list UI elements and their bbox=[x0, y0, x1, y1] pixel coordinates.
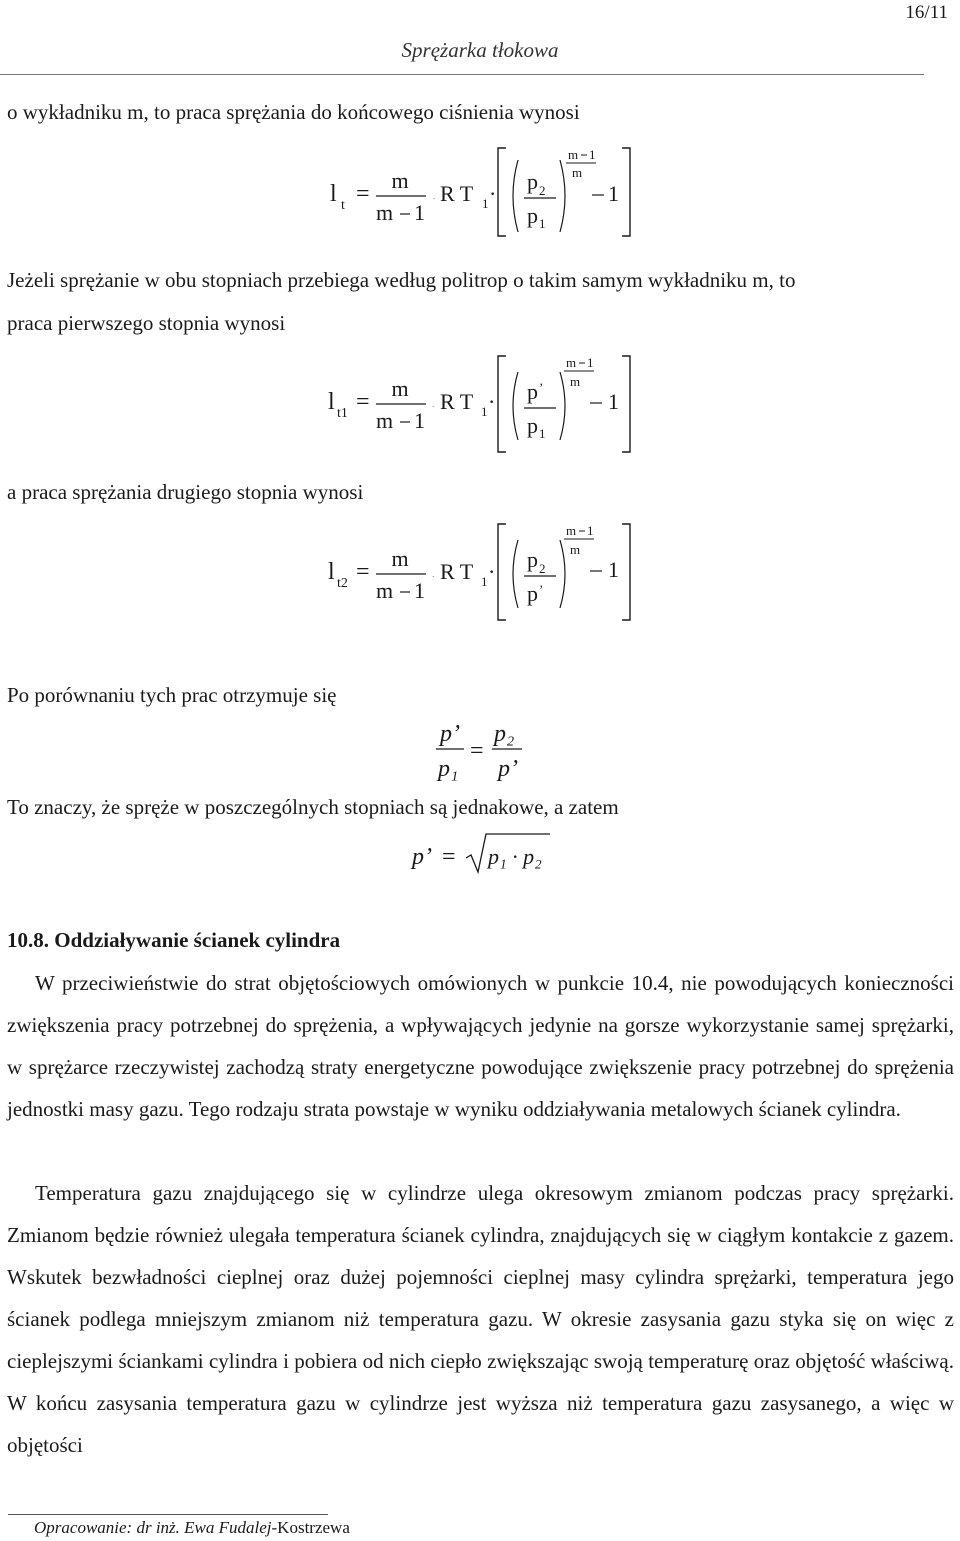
svg-text:·: · bbox=[488, 389, 496, 414]
equation-work-stage1 bbox=[328, 348, 638, 461]
footer-author: Opracowanie: dr inż. Ewa Fudalej-Kostrzewa bbox=[34, 1518, 350, 1537]
eq1-rt: R T bbox=[440, 181, 474, 206]
svg-text:l: l bbox=[328, 559, 335, 585]
svg-text:m: m bbox=[572, 165, 583, 180]
svg-text:·: · bbox=[432, 403, 435, 411]
svg-text:=: = bbox=[470, 738, 484, 764]
svg-text:m: m bbox=[566, 523, 577, 538]
svg-text:p: p bbox=[527, 203, 538, 228]
paragraph-2 bbox=[7, 1172, 954, 1466]
text-line-compare: Po porównaniu tych prac otrzymuje się bbox=[7, 683, 337, 707]
svg-text:1: 1 bbox=[608, 557, 619, 582]
paragraph-1 bbox=[7, 962, 954, 1130]
svg-text:1: 1 bbox=[587, 355, 594, 370]
svg-text:’: ’ bbox=[539, 582, 544, 597]
svg-text:p: p bbox=[527, 169, 538, 194]
page-number: 16/11 bbox=[905, 2, 948, 23]
header-rule bbox=[0, 74, 924, 75]
svg-text:m: m bbox=[570, 542, 581, 557]
svg-text:p: p bbox=[527, 547, 538, 572]
svg-text:t2: t2 bbox=[337, 576, 348, 591]
svg-text:·: · bbox=[488, 559, 496, 584]
svg-text:p’: p’ bbox=[440, 721, 460, 747]
eq1-lhs: l bbox=[330, 181, 337, 207]
svg-text:1: 1 bbox=[539, 426, 546, 441]
equation-intermediate-pressure bbox=[410, 828, 560, 883]
text-line-intro: o wykładniku m, to praca sprężania do końcowego ciśnienia wynosi bbox=[7, 100, 580, 124]
eq1-den-m: m bbox=[376, 200, 394, 225]
text-line-second-stage: a praca sprężania drugiego stopnia wynosi bbox=[7, 480, 364, 504]
svg-text:t1: t1 bbox=[337, 406, 348, 421]
svg-text:p’: p’ bbox=[498, 756, 518, 782]
paragraph-1-text: W przeciwieństwie do strat objętościowych omówionych w punkcie 10.4, nie powodujących konieczności zwiększenia pracy potrzebnej do sprężenia, a wpływających jedynie na gorsze wykorzystanie samej sprężarki, w sprężarce rzeczywistej zachodzą straty energetyczne powodujące zwiększenie pracy potrzebnej do sprężenia jednostki masy gazu. Tego rodzaju strata powstaje w wyniku oddziaływania metalowych ścianek cylindra. bbox=[7, 971, 954, 1121]
running-header: Sprężarka tłokowa bbox=[401, 38, 559, 62]
svg-text:m: m bbox=[391, 546, 409, 571]
section-heading: 10.8. Oddziaływanie ścianek cylindra bbox=[7, 928, 341, 952]
svg-text:m: m bbox=[568, 147, 579, 162]
svg-text:=: = bbox=[356, 389, 370, 415]
svg-text:1: 1 bbox=[587, 523, 594, 538]
svg-text:p: p bbox=[527, 379, 538, 404]
svg-text:1: 1 bbox=[481, 574, 488, 589]
svg-text:1: 1 bbox=[482, 196, 489, 211]
paragraph-2-text: Temperatura gazu znajdującego się w cylindrze ulega okresowym zmianom podczas pracy sprężarki. Zmianom będzie również ulegała temperatura ścianek cylindra, znajdujących się w ciągłym kontakcie z gazem. Wskutek bezwładności cieplnej oraz dużej pojemności cieplnej masy cylindra sprężarki, temperatura jego ścianek podlega mniejszym zmianom niż temperatura gazu. W okresie zasysania gazu styka się on więc z cieplejszymi ściankami cylindra i pobiera od nich ciepło zwiększając swoją temperaturę oraz objętość właściwą. W końcu zasysania temperatura gazu w cylindrze jest wyższa niż temperatura gazu zasysanego, a więc w objętości bbox=[7, 1181, 954, 1457]
eq1-lhs-sub: t bbox=[341, 198, 345, 213]
text-line-two-stage: Jeżeli sprężanie w obu stopniach przebiega według politrop o takim samym wykładniku m, to bbox=[7, 268, 796, 292]
svg-text:m: m bbox=[376, 578, 394, 603]
svg-text:p’: p’ bbox=[412, 844, 432, 870]
svg-text:p₂: p₂ bbox=[494, 721, 515, 747]
svg-text:p₁ · p₂: p₁ · p₂ bbox=[488, 844, 542, 869]
svg-text:1: 1 bbox=[608, 181, 619, 206]
equation-pressure-ratio bbox=[432, 716, 532, 787]
svg-text:p: p bbox=[527, 413, 538, 438]
svg-text:m: m bbox=[391, 376, 409, 401]
svg-text:·: · bbox=[432, 573, 435, 581]
svg-text:R T: R T bbox=[440, 559, 474, 584]
eq1-num: m bbox=[391, 168, 409, 193]
svg-text:=: = bbox=[442, 844, 456, 870]
svg-text:1: 1 bbox=[589, 147, 596, 162]
svg-text:2: 2 bbox=[539, 183, 546, 198]
footer-rule bbox=[8, 1514, 328, 1515]
svg-text:·: · bbox=[433, 195, 436, 203]
svg-text:1: 1 bbox=[414, 578, 425, 603]
svg-text:=: = bbox=[356, 181, 370, 207]
svg-text:1: 1 bbox=[414, 200, 425, 225]
svg-text:1: 1 bbox=[414, 408, 425, 433]
equation-work-total bbox=[330, 140, 640, 245]
svg-text:·: · bbox=[489, 181, 497, 206]
svg-text:m: m bbox=[376, 408, 394, 433]
svg-text:R T: R T bbox=[440, 389, 474, 414]
svg-text:2: 2 bbox=[539, 561, 546, 576]
text-line-first-stage: praca pierwszego stopnia wynosi bbox=[7, 311, 286, 335]
svg-text:m: m bbox=[570, 374, 581, 389]
svg-text:p₁: p₁ bbox=[438, 756, 459, 782]
svg-text:1: 1 bbox=[539, 216, 546, 231]
svg-text:=: = bbox=[356, 559, 370, 585]
svg-text:m: m bbox=[566, 355, 577, 370]
svg-text:’: ’ bbox=[539, 380, 544, 395]
svg-text:l: l bbox=[328, 389, 335, 415]
svg-text:1: 1 bbox=[608, 389, 619, 414]
equation-work-stage2 bbox=[328, 518, 638, 631]
svg-text:p: p bbox=[527, 581, 538, 606]
text-line-equal: To znaczy, że spręże w poszczególnych stopniach są jednakowe, a zatem bbox=[7, 795, 619, 819]
svg-text:1: 1 bbox=[481, 404, 488, 419]
